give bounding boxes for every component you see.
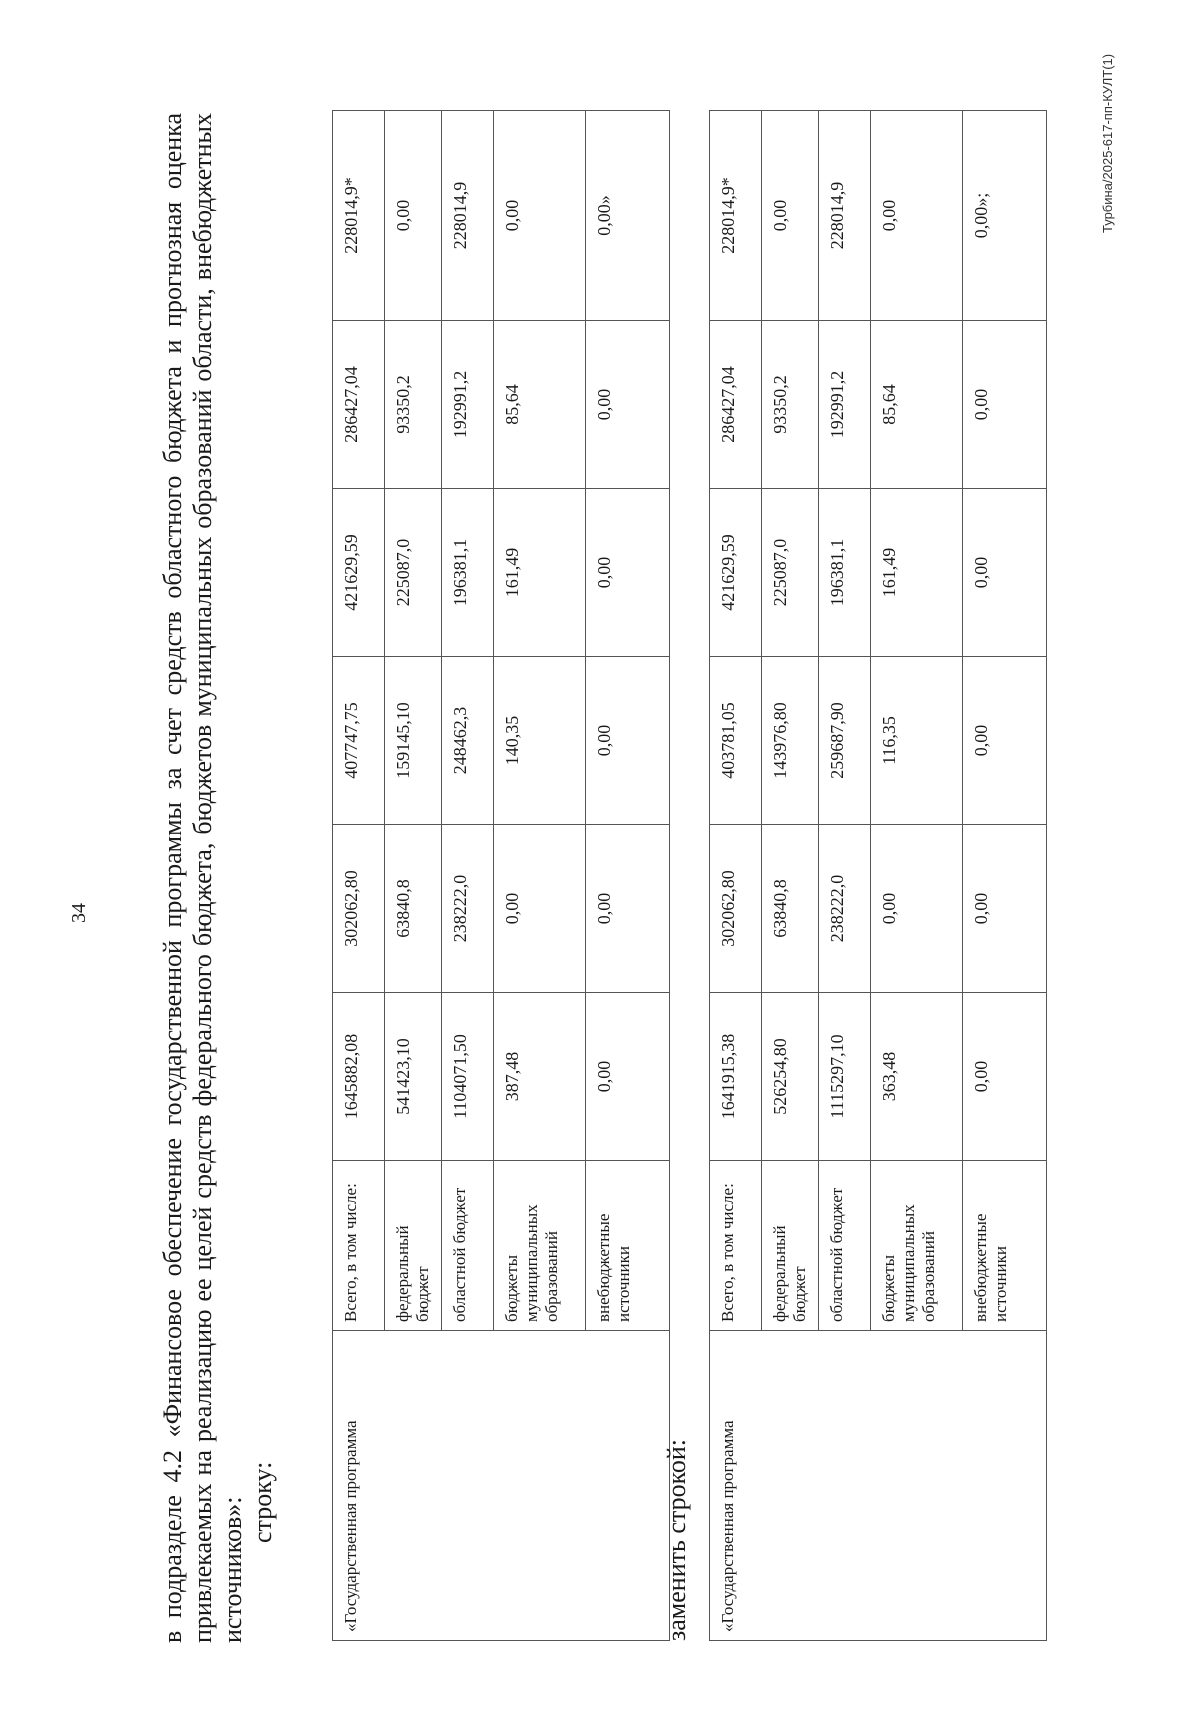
program-label-cell: «Государственная программа bbox=[333, 1331, 670, 1641]
program-label-cell: «Государственная программа bbox=[710, 1331, 1047, 1641]
value-cell: 0,00 bbox=[385, 111, 442, 321]
value-cell: 228014,9* bbox=[710, 111, 762, 321]
page-number: 34 bbox=[68, 903, 90, 923]
value-cell: 403781,05 bbox=[710, 657, 762, 825]
row-label-cell: бюджеты муниципальных образований bbox=[871, 1161, 963, 1331]
value-cell: 0,00 bbox=[586, 993, 670, 1161]
value-cell: 192991,2 bbox=[819, 321, 871, 489]
value-cell: 225087,0 bbox=[385, 489, 442, 657]
value-cell: 248462,3 bbox=[442, 657, 494, 825]
value-cell: 161,49 bbox=[494, 489, 586, 657]
value-cell: 116,35 bbox=[871, 657, 963, 825]
value-cell: 0,00 bbox=[871, 825, 963, 993]
intro-paragraph bbox=[158, 113, 278, 1643]
value-cell: 93350,2 bbox=[762, 321, 819, 489]
row-label-cell: федеральный бюджет bbox=[385, 1161, 442, 1331]
value-cell: 1104071,50 bbox=[442, 993, 494, 1161]
value-cell: 0,00 bbox=[871, 111, 963, 321]
value-cell: 0,00 bbox=[963, 825, 1047, 993]
value-cell: 63840,8 bbox=[762, 825, 819, 993]
value-cell: 0,00 bbox=[586, 321, 670, 489]
table-row bbox=[333, 111, 385, 1641]
intro-lead: строку: bbox=[248, 1461, 277, 1543]
value-cell: 0,00 bbox=[963, 993, 1047, 1161]
row-label-cell: Всего, в том числе: bbox=[710, 1161, 762, 1331]
value-cell: 238222,0 bbox=[819, 825, 871, 993]
value-cell: 0,00 bbox=[494, 111, 586, 321]
value-cell: 192991,2 bbox=[442, 321, 494, 489]
value-cell: 225087,0 bbox=[762, 489, 819, 657]
value-cell: 228014,9 bbox=[442, 111, 494, 321]
value-cell: 196381,1 bbox=[442, 489, 494, 657]
value-cell: 93350,2 bbox=[385, 321, 442, 489]
value-cell: 1641915,38 bbox=[710, 993, 762, 1161]
value-cell: 0,00» bbox=[586, 111, 670, 321]
table-old bbox=[332, 110, 670, 1641]
row-label-cell: областной бюджет bbox=[819, 1161, 871, 1331]
value-cell: 302062,80 bbox=[333, 825, 385, 993]
value-cell: 286427,04 bbox=[333, 321, 385, 489]
value-cell: 0,00 bbox=[586, 489, 670, 657]
row-label-cell: Всего, в том числе: bbox=[333, 1161, 385, 1331]
table-row bbox=[710, 111, 762, 1641]
replace-note: заменить строкой: bbox=[662, 1438, 691, 1641]
value-cell: 0,00 bbox=[963, 657, 1047, 825]
value-cell: 161,49 bbox=[871, 489, 963, 657]
row-label-cell: внебюджетные источники bbox=[963, 1161, 1047, 1331]
value-cell: 286427,04 bbox=[710, 321, 762, 489]
value-cell: 387,48 bbox=[494, 993, 586, 1161]
value-cell: 1645882,08 bbox=[333, 993, 385, 1161]
value-cell: 0,00 bbox=[963, 321, 1047, 489]
value-cell: 140,35 bbox=[494, 657, 586, 825]
value-cell: 238222,0 bbox=[442, 825, 494, 993]
value-cell: 0,00»; bbox=[963, 111, 1047, 321]
row-label-cell: областной бюджет bbox=[442, 1161, 494, 1331]
value-cell: 541423,10 bbox=[385, 993, 442, 1161]
value-cell: 228014,9 bbox=[819, 111, 871, 321]
value-cell: 421629,59 bbox=[333, 489, 385, 657]
value-cell: 63840,8 bbox=[385, 825, 442, 993]
value-cell: 0,00 bbox=[762, 111, 819, 321]
value-cell: 363,48 bbox=[871, 993, 963, 1161]
intro-text: в подразделе 4.2 «Финансовое обеспечение государственной программы за счет средств областного бюджета и прогнозная оценка привлекаемых на реализацию ее целей средств федерального бюджета, бюджетов муниципальных образований области, внебюджетных источников»: bbox=[158, 113, 247, 1643]
table-new bbox=[709, 110, 1047, 1641]
value-cell: 85,64 bbox=[871, 321, 963, 489]
value-cell: 407747,75 bbox=[333, 657, 385, 825]
value-cell: 526254,80 bbox=[762, 993, 819, 1161]
value-cell: 85,64 bbox=[494, 321, 586, 489]
footer-code: Турбина/2025-617-пп-КУЛТ(1) bbox=[1100, 53, 1115, 233]
row-label-cell: внебюджетные источники bbox=[586, 1161, 670, 1331]
value-cell: 143976,80 bbox=[762, 657, 819, 825]
value-cell: 0,00 bbox=[586, 657, 670, 825]
value-cell: 0,00 bbox=[494, 825, 586, 993]
value-cell: 0,00 bbox=[586, 825, 670, 993]
value-cell: 228014,9* bbox=[333, 111, 385, 321]
value-cell: 1115297,10 bbox=[819, 993, 871, 1161]
value-cell: 259687,90 bbox=[819, 657, 871, 825]
value-cell: 421629,59 bbox=[710, 489, 762, 657]
value-cell: 0,00 bbox=[963, 489, 1047, 657]
row-label-cell: бюджеты муниципальных образований bbox=[494, 1161, 586, 1331]
value-cell: 302062,80 bbox=[710, 825, 762, 993]
value-cell: 159145,10 bbox=[385, 657, 442, 825]
value-cell: 196381,1 bbox=[819, 489, 871, 657]
row-label-cell: федеральный бюджет bbox=[762, 1161, 819, 1331]
